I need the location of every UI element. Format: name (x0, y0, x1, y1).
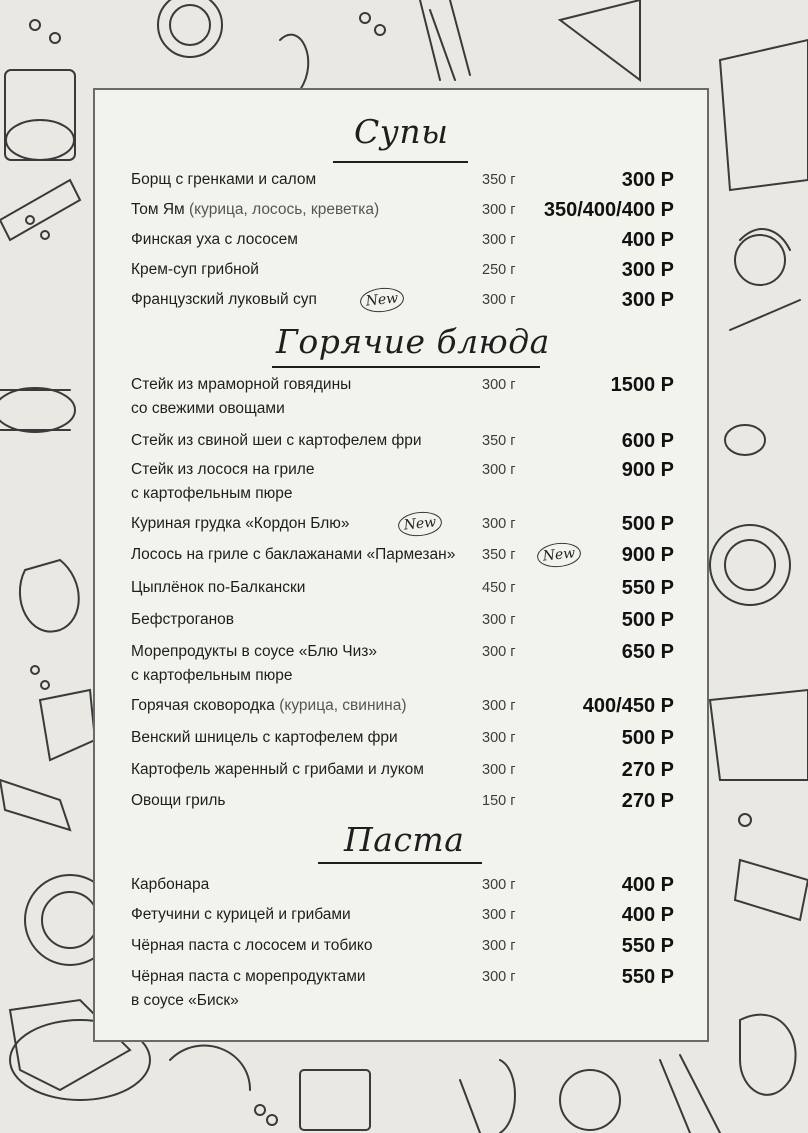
menu-item-name (131, 168, 316, 192)
dish-name: Карбонара (131, 876, 210, 893)
menu-item-name (131, 640, 377, 688)
menu-item-name (131, 543, 455, 567)
dish-weight: 300 г (482, 907, 516, 923)
new-badge: New (359, 286, 405, 314)
dish-price: 400 Р (621, 904, 674, 926)
section-underline (272, 366, 540, 368)
dish-price: 500 Р (621, 513, 674, 535)
dish-price: 650 Р (621, 641, 674, 663)
dish-name: Лосось на гриле с баклажанами «Пармезан» (131, 546, 456, 563)
new-badge: New (536, 541, 582, 569)
dish-name: Картофель жаренный с грибами и луком (131, 761, 424, 778)
dish-name: Куриная грудка «Кордон Блю» (131, 515, 350, 532)
section-title: Супы (354, 112, 449, 151)
menu-item-name (131, 965, 366, 1013)
dish-price: 600 Р (621, 430, 674, 452)
menu-item-name (131, 726, 398, 750)
section-title: Горячие блюда (276, 322, 550, 361)
dish-weight: 350 г (482, 433, 516, 449)
new-badge: New (397, 510, 443, 538)
menu-item-name (131, 288, 317, 312)
dish-name: Горячая сковородка (131, 697, 275, 714)
dish-price: 270 Р (621, 790, 674, 812)
dish-weight: 300 г (482, 730, 516, 746)
dish-name: Крем-суп грибной (131, 261, 259, 278)
menu-item-name (131, 934, 372, 958)
dish-price: 300 Р (621, 169, 674, 191)
dish-name: Морепродукты в соусе «Блю Чиз» (131, 643, 378, 660)
menu-item-name (131, 608, 234, 632)
dish-weight: 350 г (482, 172, 516, 188)
dish-price: 550 Р (621, 935, 674, 957)
dish-name: Чёрная паста с морепродуктами (131, 968, 366, 985)
dish-weight: 300 г (482, 232, 516, 248)
dish-name: Овощи гриль (131, 792, 226, 809)
dish-price: 500 Р (621, 727, 674, 749)
dish-weight: 300 г (482, 612, 516, 628)
dish-weight: 300 г (482, 516, 516, 532)
dish-price: 1500 Р (610, 374, 674, 396)
dish-weight: 300 г (482, 762, 516, 778)
dish-price: 350/400/400 Р (543, 199, 674, 221)
dish-weight: 300 г (482, 877, 516, 893)
section-title: Паста (344, 820, 465, 859)
dish-weight: 250 г (482, 262, 516, 278)
menu-item-name (131, 512, 350, 536)
menu-item-name (131, 429, 422, 453)
dish-weight: 300 г (482, 202, 516, 218)
dish-weight: 300 г (482, 462, 516, 478)
dish-name: Венский шницель с картофелем фри (131, 729, 398, 746)
dish-price: 270 Р (621, 759, 674, 781)
menu-item-name (131, 458, 314, 506)
dish-name: Фетучини с курицей и грибами (131, 906, 351, 923)
dish-price: 300 Р (621, 259, 674, 281)
menu-item-name (131, 694, 407, 718)
menu-item-name (131, 758, 424, 782)
dish-name: Стейк из свиной шеи с картофелем фри (131, 432, 422, 449)
dish-price: 900 Р (621, 544, 674, 566)
menu-item-name (131, 228, 298, 252)
dish-name: Чёрная паста с лососем и тобико (131, 937, 373, 954)
menu-item-name (131, 873, 209, 897)
dish-note: (курица, лосось, креветка) (189, 201, 380, 218)
dish-price: 500 Р (621, 609, 674, 631)
dish-name: Финская уха с лососем (131, 231, 298, 248)
menu-item-name (131, 258, 259, 282)
dish-price: 400 Р (621, 229, 674, 251)
section-underline (333, 161, 468, 163)
dish-price: 550 Р (621, 966, 674, 988)
dish-price: 900 Р (621, 459, 674, 481)
dish-name: Стейк из лосося на гриле (131, 461, 315, 478)
dish-weight: 300 г (482, 698, 516, 714)
dish-name-line2: с картофельным пюре (131, 667, 293, 684)
dish-name-line2: в соусе «Биск» (131, 992, 239, 1009)
dish-name: Том Ям (131, 201, 185, 218)
dish-price: 400/450 Р (582, 695, 674, 717)
menu-item-name (131, 789, 226, 813)
menu-item-name (131, 576, 305, 600)
dish-weight: 300 г (482, 938, 516, 954)
menu-item-name (131, 903, 351, 927)
dish-name: Французский луковый суп (131, 291, 317, 308)
dish-name: Борщ с гренками и салом (131, 171, 317, 188)
dish-weight: 350 г (482, 547, 516, 563)
dish-weight: 450 г (482, 580, 516, 596)
dish-weight: 300 г (482, 377, 516, 393)
dish-name: Цыплёнок по-Балкански (131, 579, 306, 596)
dish-name-line2: со свежими овощами (131, 400, 285, 417)
dish-weight: 300 г (482, 292, 516, 308)
dish-price: 550 Р (621, 577, 674, 599)
dish-weight: 150 г (482, 793, 516, 809)
section-underline (318, 862, 482, 864)
dish-name-line2: с картофельным пюре (131, 485, 293, 502)
dish-weight: 300 г (482, 969, 516, 985)
dish-name: Бефстроганов (131, 611, 234, 628)
dish-note: (курица, свинина) (279, 697, 407, 714)
menu-item-name (131, 198, 379, 222)
dish-price: 300 Р (621, 289, 674, 311)
menu-item-name (131, 373, 351, 421)
dish-weight: 300 г (482, 644, 516, 660)
dish-price: 400 Р (621, 874, 674, 896)
dish-name: Стейк из мраморной говядины (131, 376, 352, 393)
